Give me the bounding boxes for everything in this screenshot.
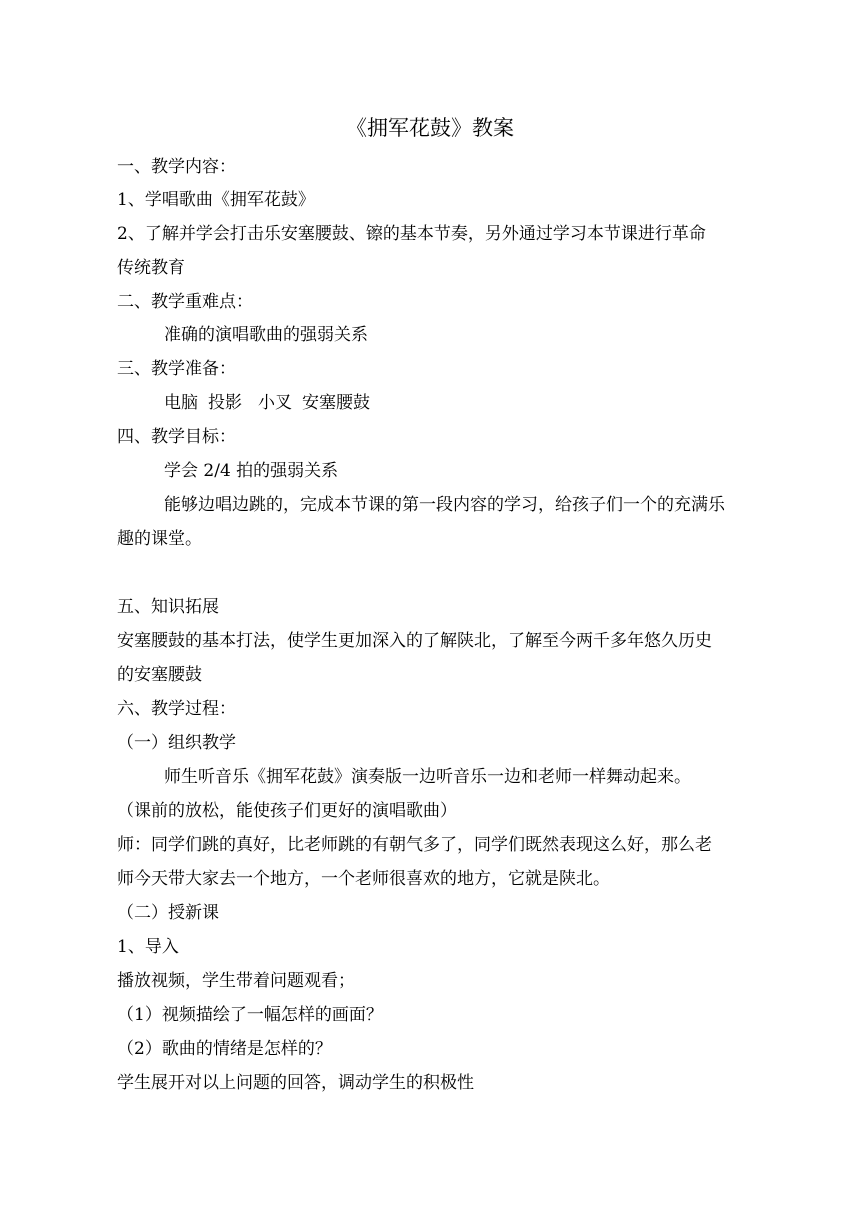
section-heading-key-points: 二、教学重难点： [117, 292, 253, 312]
student-response: 学生展开对以上问题的回答，调动学生的积极性 [117, 1073, 474, 1093]
question-1: （1）视频描绘了一幅怎样的画面？ [117, 1005, 383, 1025]
content-item-2: 2、了解并学会打击乐安塞腰鼓、镲的基本节奏，另外通过学习本节课进行革命 [117, 224, 706, 244]
teacher-dialogue: 师：同学们跳的真好，比老师跳的有朝气多了，同学们既然表现这么好，那么老 [117, 835, 712, 855]
prep-item-waist-drum: 安塞腰鼓 [302, 393, 370, 413]
extension-text: 安塞腰鼓的基本打法，使学生更加深入的了解陕北，了解至今两千多年悠久历史 [117, 631, 712, 651]
objective-2: 能够边唱边跳的，完成本节课的第一段内容的学习，给孩子们一个的充满乐 [164, 495, 725, 515]
extension-text-cont: 的安塞腰鼓 [117, 665, 202, 685]
new-lesson-intro: 1、导入 [117, 937, 179, 957]
section-heading-objectives: 四、教学目标： [117, 427, 236, 447]
section-heading-content: 一、教学内容： [117, 157, 236, 177]
key-points-text: 准确的演唱歌曲的强弱关系 [164, 325, 368, 345]
objective-1: 学会 2/4 拍的强弱关系 [164, 461, 339, 481]
question-2: （2）歌曲的情绪是怎样的？ [117, 1039, 332, 1059]
section-heading-process: 六、教学过程： [117, 699, 236, 719]
content-item-1: 1、学唱歌曲《拥军花鼓》 [117, 190, 315, 210]
objective-2-cont: 趣的课堂。 [117, 529, 202, 549]
intro-instruction: 播放视频，学生带着问题观看； [117, 971, 355, 991]
preparation-items [164, 391, 789, 415]
teacher-dialogue-cont: 师今天带大家去一个地方，一个老师很喜欢的地方，它就是陕北。 [117, 869, 610, 889]
process-step-organize: （一）组织教学 [117, 733, 236, 753]
prep-item-cymbal: 小叉 [258, 393, 292, 413]
section-heading-extension: 五、知识拓展 [117, 597, 219, 617]
prep-item-projector: 投影 [208, 393, 242, 413]
content-item-2-cont: 传统教育 [117, 258, 185, 278]
section-heading-preparation: 三、教学准备： [117, 359, 236, 379]
prep-item-computer: 电脑 [164, 393, 198, 413]
process-step-new-lesson: （二）授新课 [117, 903, 219, 923]
process-organize-note: （课前的放松，能使孩子们更好的演唱歌曲） [117, 801, 457, 821]
process-organize-text: 师生听音乐《拥军花鼓》演奏版一边听音乐一边和老师一样舞动起来。 [164, 767, 691, 787]
document-title: 《拥军花鼓》教案 [346, 116, 514, 140]
